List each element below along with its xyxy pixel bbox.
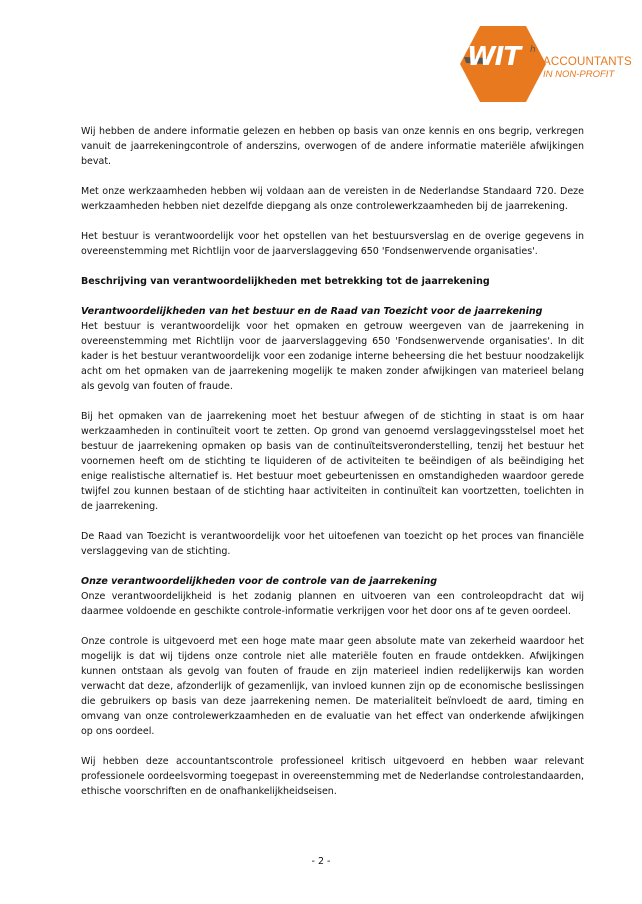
subheading-our-responsibilities: Onze verantwoordelijkheden voor de controle van de jaarrekening	[81, 576, 438, 587]
logo-superscript: h	[530, 45, 536, 55]
paragraph-board-responsibility: Het bestuur is verantwoordelijk voor het opmaken en getrouw weergeven van de jaarrekening in overeenstemming met Richtlijn voor de jaarverslaggeving 650 'Fondsenwervende organisaties'. In dit kader is het bestuur verantwoordelijk voor een zodanige interne beheersing die het bestuur noodzakelijk acht om het opmaken van de jaarrekening mogelijk te maken zonder afwijkingen van materieel belang als gevolg van fouten of fraude.	[81, 321, 584, 392]
document-body	[81, 124, 584, 814]
paragraph-board-report: Het bestuur is verantwoordelijk voor het opstellen van het bestuursverslag en de overige gegevens in overeenstemming met Richtlijn voor de jaarverslaggeving 650 'Fondsenwervende organisaties'.	[81, 231, 584, 257]
paragraph-supervisory-board: De Raad van Toezicht is verantwoordelijk voor het uitoefenen van toezicht op het proces van financiële verslaggeving van de stichting.	[81, 531, 584, 557]
paragraph-other-information: Wij hebben de andere informatie gelezen en hebben op basis van onze kennis en ons begrip, verkregen vanuit de jaarrekeningcontrole of anderszins, overwogen of de andere informatie materiële afwijkingen bevat.	[81, 126, 584, 167]
logo-wordmark: WIT	[467, 42, 521, 72]
paragraph-continuity: Bij het opmaken van de jaarrekening moet het bestuur afwegen of de stichting in staat is om haar werkzaamheden in continuïteit voort te zetten. Op grond van genoemd verslaggevingsstelsel moet het bestuur de jaarrekening opmaken op basis van de continuïteitsveronderstelling, tenzij het bestuur het voornemen heeft om de stichting te liquideren of de activiteiten te beëindigen of als beëindiging het enige realistische alternatief is. Het bestuur moet gebeurtenissen en omstandigheden waardoor gerede twijfel zou kunnen bestaan of de stichting haar activiteiten in continuïteit kan voortzetten, toelichten in de jaarrekening.	[81, 411, 584, 512]
subheading-board-responsibilities: Verantwoordelijkheden van het bestuur en de Raad van Toezicht voor de jaarrekening	[81, 306, 543, 317]
page-number: - 2 -	[311, 856, 331, 867]
logo-tagline-2: IN NON-PROFIT	[543, 69, 615, 80]
section-heading: Beschrijving van verantwoordelijkheden met betrekking tot de jaarrekening	[81, 276, 490, 287]
logo-tagline-1: ACCOUNTANTS	[543, 56, 632, 68]
paragraph-standard-720: Met onze werkzaamheden hebben wij voldaan aan de vereisten in de Nederlandse Standaard 720. Deze werkzaamheden hebben niet dezelfde diepgang als onze controlewerkzaamheden bij de jaarrekening.	[81, 186, 584, 212]
paragraph-assurance-level: Onze controle is uitgevoerd met een hoge mate maar geen absolute mate van zekerheid waardoor het mogelijk is dat wij tijdens onze controle niet alle materiële fouten en fraude ontdekken. Afwijkingen kunnen ontstaan als gevolg van fouten of fraude en zijn materieel indien redelijkerwijs kan worden verwacht dat deze, afzonderlijk of gezamenlijk, van invloed kunnen zijn op de economische beslissingen die gebruikers op basis van deze jaarrekening nemen. De materialiteit beïnvloedt de aard, timing en omvang van onze controlewerkzaamheden en de evaluatie van het effect van onderkende afwijkingen op ons oordeel.	[81, 636, 584, 737]
paragraph-audit-planning: Onze verantwoordelijkheid is het zodanig plannen en uitvoeren van een controleopdracht dat wij daarmee voldoende en geschikte controle-informatie verkrijgen voor het door ons af te geven oordeel.	[81, 591, 584, 617]
paragraph-professional-skepticism: Wij hebben deze accountantscontrole professioneel kritisch uitgevoerd en hebben waar relevant professionele oordeelsvorming toegepast in overeenstemming met de Nederlandse controlestandaarden, ethische voorschriften en de onafhankelijkheidseisen.	[81, 756, 584, 797]
